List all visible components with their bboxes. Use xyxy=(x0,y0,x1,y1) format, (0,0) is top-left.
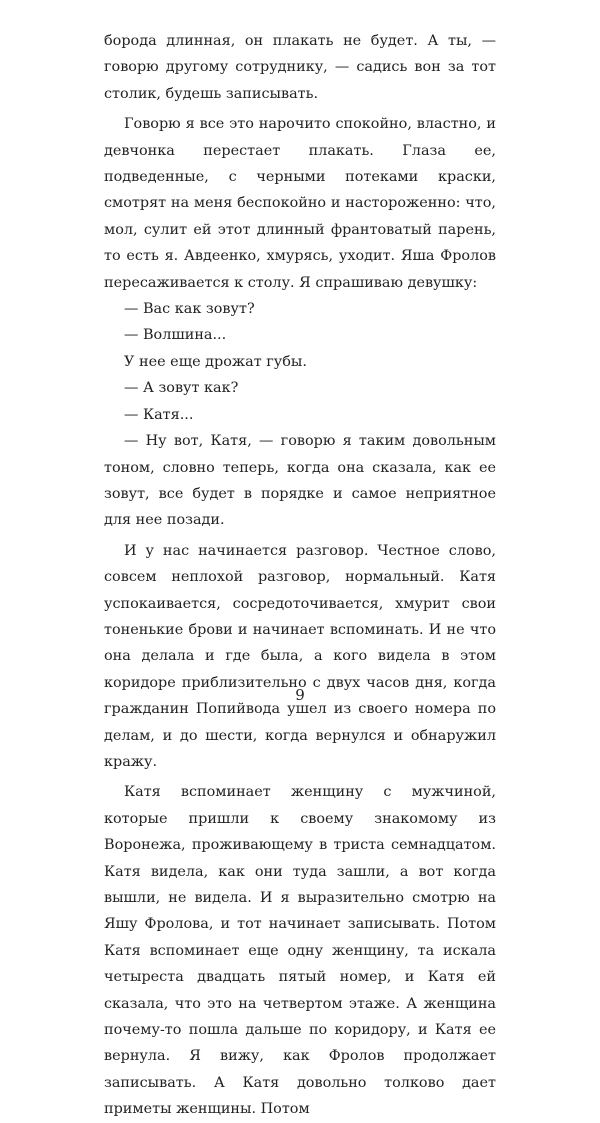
dialogue-line: — Вас как зовут? xyxy=(124,301,255,318)
narration-line: У нее еще дрожат губы. xyxy=(124,353,307,370)
paragraph-1: борода длинная, он плакать не будет. А ты, — говорю другому сотруднику, — садись вон за тот столик, будешь записывать. xyxy=(104,33,496,102)
dialogue-line: — Катя... xyxy=(124,406,194,423)
paragraph-2: Говорю я все это нарочито спокойно, властно, и девчонка перестает плакать. Глаза ее, подведенные, с черными потеками краски, смотрят на меня беспокойно и настороженно: что, мол, сулит ей этот длинный франтоватый парень, то есть я. Авдеенко, хмурясь, уходит. Яша Фролов пересаживается к столу. Я спрашиваю девушку: xyxy=(104,116,496,291)
paragraph-conversation: И у нас начинается разговор. Честное слово, совсем неплохой разговор, нормальный. Катя успокаивается, сосредоточивается, хмурит свои тоненькие брови и начинает вспоминать. И не что она делала и где была, а кого видела в этом коридоре приблизительно с двух часов дня, когда гражданин Попийвода ушел из своего номера по делам, и до шести, когда вернулся и обнаружил кражу. xyxy=(104,542,496,770)
page-number: 9 xyxy=(295,686,305,704)
dialogue-line: — Волшина... xyxy=(124,327,227,344)
dialogue-line: — А зовут как? xyxy=(124,380,239,397)
dialogue-paragraph: — Ну вот, Катя, — говорю я таким довольным тоном, словно теперь, когда она сказала, как ее зовут, все будет в порядке и самое неприятное для нее позади. xyxy=(104,433,496,529)
paragraph-recollection: Катя вспоминает женщину с мужчиной, которые пришли к своему знакомому из Воронежа, проживающему в триста семнадцатом. Катя видела, как они туда зашли, а вот когда вышли, не видела. И я выразительно смотрю на Яшу Фролова, и тот начинает записывать. Потом Катя вспоминает еще одну женщину, та искала четыреста двадцать пятый номер, и Катя ей сказала, что это на четвертом этаже. А женщина почему-то пошла дальше по коридору, и Катя ее вернула. Я вижу, как Фролов продолжает записывать. А Катя довольно толково дает приметы женщины. Потом xyxy=(104,784,496,1118)
